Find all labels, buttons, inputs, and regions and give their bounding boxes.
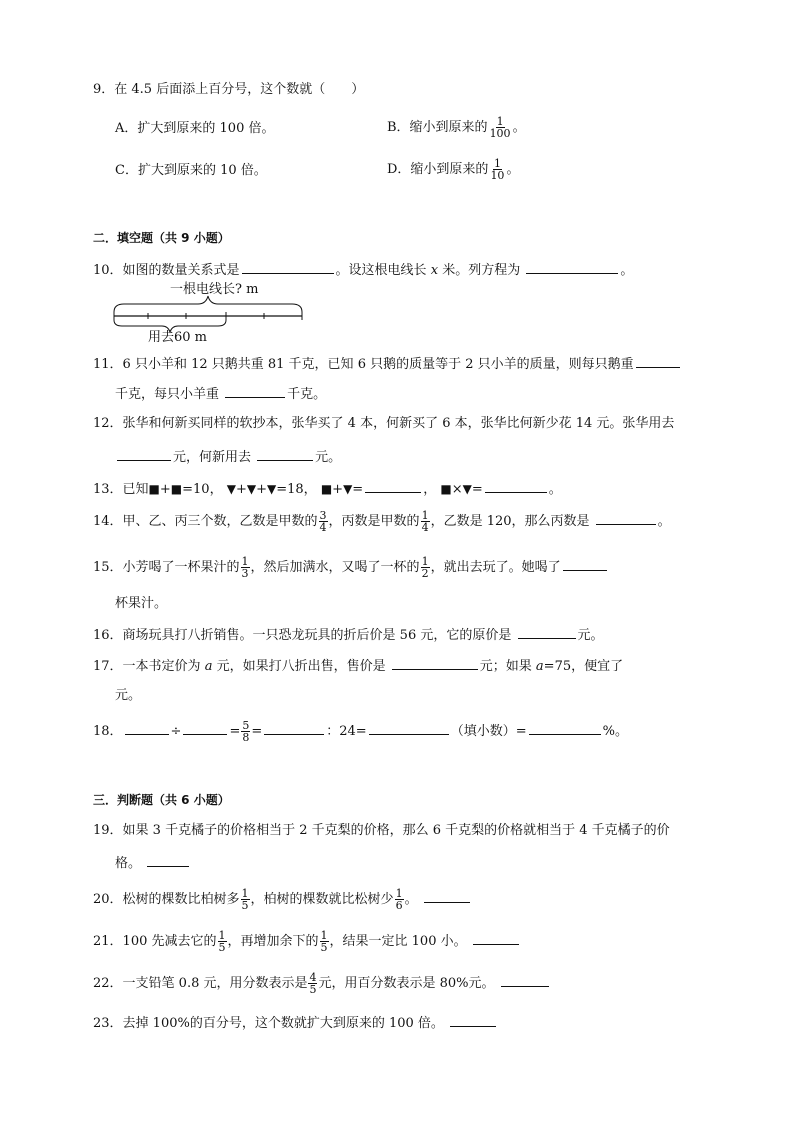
numerator: 4 xyxy=(309,971,317,984)
answer-blank[interactable] xyxy=(242,259,334,274)
denominator: 2 xyxy=(421,567,429,580)
question-22 xyxy=(93,972,551,995)
question-9-stem: 9．在 4.5 后面添上百分号，这个数就（ ） xyxy=(93,82,365,97)
answer-blank[interactable] xyxy=(563,556,607,571)
triangle-symbol: ▼ xyxy=(267,482,277,496)
question-21 xyxy=(93,930,521,953)
question-15 xyxy=(93,556,609,579)
denominator: 5 xyxy=(309,983,317,996)
fraction xyxy=(241,720,250,743)
plus-sign: + xyxy=(235,482,247,497)
answer-blank[interactable] xyxy=(117,446,171,461)
question-text: ，然后加满水，又喝了一杯的 xyxy=(250,560,420,575)
answer-blank[interactable] xyxy=(225,383,285,398)
option-text: B．缩小到原来的 xyxy=(387,120,488,135)
answer-blank[interactable] xyxy=(147,852,189,867)
numerator: 1 xyxy=(218,929,226,942)
question-text: （填小数）= xyxy=(450,724,527,739)
question-11-line2 xyxy=(115,383,326,405)
fraction xyxy=(319,510,328,533)
denominator: 4 xyxy=(421,521,429,534)
denominator: 4 xyxy=(319,521,327,534)
option-text: D．缩小到原来的 xyxy=(387,162,489,177)
numerator: 1 xyxy=(395,887,403,900)
question-10 xyxy=(93,259,633,281)
question-16 xyxy=(93,624,604,646)
section-heading-fill-blank: 二．填空题（共 9 小题） xyxy=(93,231,230,245)
question-text: 。 xyxy=(548,482,562,497)
question-text: ， xyxy=(423,482,437,497)
question-text: = xyxy=(352,482,364,497)
answer-blank[interactable] xyxy=(257,446,313,461)
numerator: 3 xyxy=(319,509,327,522)
variable: a xyxy=(535,659,544,674)
denominator: 6 xyxy=(395,899,403,912)
question-text: = xyxy=(229,724,241,739)
denominator: 5 xyxy=(320,941,328,954)
question-text: ，结果一定比 100 小。 xyxy=(329,934,467,949)
question-text: ，丙数是甲数的 xyxy=(328,514,420,529)
question-text: ，乙数是 120，那么丙数是 xyxy=(430,514,590,529)
answer-blank[interactable] xyxy=(526,259,618,274)
answer-blank[interactable] xyxy=(596,510,656,525)
question-text: 18． xyxy=(93,724,123,739)
numerator: 1 xyxy=(421,555,429,568)
square-symbol: ■ xyxy=(320,482,333,496)
question-text: 千克，每只小羊重 xyxy=(115,387,220,402)
answer-blank[interactable] xyxy=(529,720,601,735)
numerator: 5 xyxy=(242,719,250,732)
times-sign: × xyxy=(451,482,463,497)
denominator: 5 xyxy=(218,941,226,954)
top-brace xyxy=(114,296,302,312)
question-text: 。 xyxy=(657,514,671,529)
plus-sign: + xyxy=(332,482,344,497)
question-text: 千克。 xyxy=(287,387,327,402)
fraction xyxy=(489,116,512,139)
question-text: 米。列方程为 xyxy=(442,263,521,278)
fraction xyxy=(421,510,430,533)
option-text: 。 xyxy=(512,120,526,135)
fraction xyxy=(320,930,329,953)
diagram-label-used: 用去60 m xyxy=(148,330,208,345)
divide-sign: ÷ xyxy=(170,724,182,739)
triangle-symbol: ▼ xyxy=(226,482,236,496)
answer-blank[interactable] xyxy=(264,720,324,735)
question-text: 。 xyxy=(620,263,634,278)
variable: x xyxy=(430,263,439,278)
question-text: =75，便宜了 xyxy=(543,659,624,674)
question-text: 17．一本书定价为 xyxy=(93,659,201,674)
question-11 xyxy=(93,353,682,375)
option-9b[interactable] xyxy=(387,116,526,139)
question-text: 15．小芳喝了一杯果汁的 xyxy=(93,560,240,575)
answer-blank[interactable] xyxy=(125,720,169,735)
option-9a[interactable]: A．扩大到原来的 100 倍。 xyxy=(115,121,275,136)
square-symbol: ■ xyxy=(170,482,183,496)
question-text: 13．已知 xyxy=(93,482,149,497)
question-14 xyxy=(93,510,671,533)
answer-blank[interactable] xyxy=(392,655,478,670)
denominator: 5 xyxy=(241,899,249,912)
question-text: = xyxy=(251,724,263,739)
question-text: ：24= xyxy=(326,724,367,739)
fraction xyxy=(421,556,430,579)
question-17 xyxy=(93,655,623,677)
answer-blank[interactable] xyxy=(450,1012,496,1027)
question-text: 元；如果 xyxy=(479,659,532,674)
question-12-line2 xyxy=(115,446,341,468)
question-20 xyxy=(93,888,472,911)
answer-blank[interactable] xyxy=(636,353,680,368)
question-text: 元。 xyxy=(315,450,342,465)
question-17-line2: 元。 xyxy=(115,688,142,703)
fraction xyxy=(395,888,404,911)
question-text: 20．松树的棵数比柏树多 xyxy=(93,892,240,907)
answer-blank[interactable] xyxy=(424,888,470,903)
question-text: 元，如果打八折出售，售价是 xyxy=(216,659,386,674)
numerator: 1 xyxy=(320,929,328,942)
denominator: 100 xyxy=(489,127,511,140)
answer-blank[interactable] xyxy=(369,720,449,735)
numerator: 1 xyxy=(421,509,429,522)
line-segment-diagram xyxy=(110,282,306,346)
section-heading-true-false: 三．判断题（共 6 小题） xyxy=(93,793,230,807)
question-text: 。 xyxy=(404,892,418,907)
answer-blank[interactable] xyxy=(473,930,519,945)
option-9c[interactable]: C．扩大到原来的 10 倍。 xyxy=(115,163,267,178)
question-19-line2 xyxy=(115,852,191,874)
answer-blank[interactable] xyxy=(518,624,576,639)
question-text: 23．去掉 100%的百分号，这个数就扩大到原来的 100 倍。 xyxy=(93,1016,444,1031)
numerator: 1 xyxy=(241,555,249,568)
numerator: 1 xyxy=(241,887,249,900)
question-text: ，就出去玩了。她喝了 xyxy=(430,560,561,575)
plus-sign: + xyxy=(256,482,267,497)
question-text: 11．6 只小羊和 12 只鹅共重 81 千克，已知 6 只鹅的质量等于 2 只小羊的质量，则每只鹅重 xyxy=(93,357,634,372)
triangle-symbol: ▼ xyxy=(343,482,353,496)
fraction xyxy=(241,556,250,579)
triangle-symbol: ▼ xyxy=(246,482,257,496)
fraction xyxy=(218,930,227,953)
question-text: 21．100 先减去它的 xyxy=(93,934,217,949)
square-symbol: ■ xyxy=(148,482,160,496)
question-15-line2: 杯果汁。 xyxy=(115,596,168,611)
numerator: 1 xyxy=(496,115,504,128)
fraction xyxy=(241,888,250,911)
answer-blank[interactable] xyxy=(501,972,549,987)
question-text: 格。 xyxy=(115,856,142,871)
denominator: 3 xyxy=(241,567,249,580)
question-text: 元，何新用去 xyxy=(173,450,252,465)
square-symbol: ■ xyxy=(440,482,452,496)
plus-sign: + xyxy=(159,482,171,497)
question-text: 。设这根电线长 xyxy=(335,263,427,278)
answer-blank[interactable] xyxy=(365,478,421,493)
question-23 xyxy=(93,1012,498,1034)
question-18 xyxy=(93,720,628,743)
question-text: 14．甲、乙、丙三个数，乙数是甲数的 xyxy=(93,514,318,529)
diagram-label-total: 一根电线长? m xyxy=(170,282,259,297)
question-text: 22．一支铅笔 0.8 元，用分数表示是 xyxy=(93,976,308,991)
question-19: 19．如果 3 千克橘子的价格相当于 2 千克梨的价格，那么 6 千克梨的价格就相当于 4 千克橘子的价 xyxy=(93,823,670,838)
option-text: 。 xyxy=(506,162,520,177)
question-text: 16．商场玩具打八折销售。一只恐龙玩具的折后价是 56 元，它的原价是 xyxy=(93,628,512,643)
option-9d[interactable] xyxy=(387,158,519,181)
question-13 xyxy=(93,478,562,500)
triangle-symbol: ▼ xyxy=(462,482,472,496)
numerator: 1 xyxy=(493,157,501,170)
question-text: 元，用百分数表示是 80%元。 xyxy=(318,976,495,991)
question-text: = xyxy=(471,482,483,497)
question-12: 12．张华和何新买同样的软抄本，张华买了 4 本，何新买了 6 本，张华比何新少花 14 元。张华用去 xyxy=(93,416,675,431)
fraction xyxy=(308,972,317,995)
question-text: ，再增加余下的 xyxy=(227,934,319,949)
answer-blank[interactable] xyxy=(485,478,547,493)
question-text: ，柏树的棵数就比松树少 xyxy=(250,892,394,907)
question-text: 元。 xyxy=(577,628,604,643)
question-text: %。 xyxy=(602,724,628,739)
answer-blank[interactable] xyxy=(183,720,227,735)
denominator: 10 xyxy=(490,169,505,182)
question-text: =18， xyxy=(276,482,317,497)
question-text: 10．如图的数量关系式是 xyxy=(93,263,240,278)
variable: a xyxy=(204,659,213,674)
question-text: =10， xyxy=(182,482,223,497)
denominator: 8 xyxy=(242,731,250,744)
fraction xyxy=(489,158,505,181)
